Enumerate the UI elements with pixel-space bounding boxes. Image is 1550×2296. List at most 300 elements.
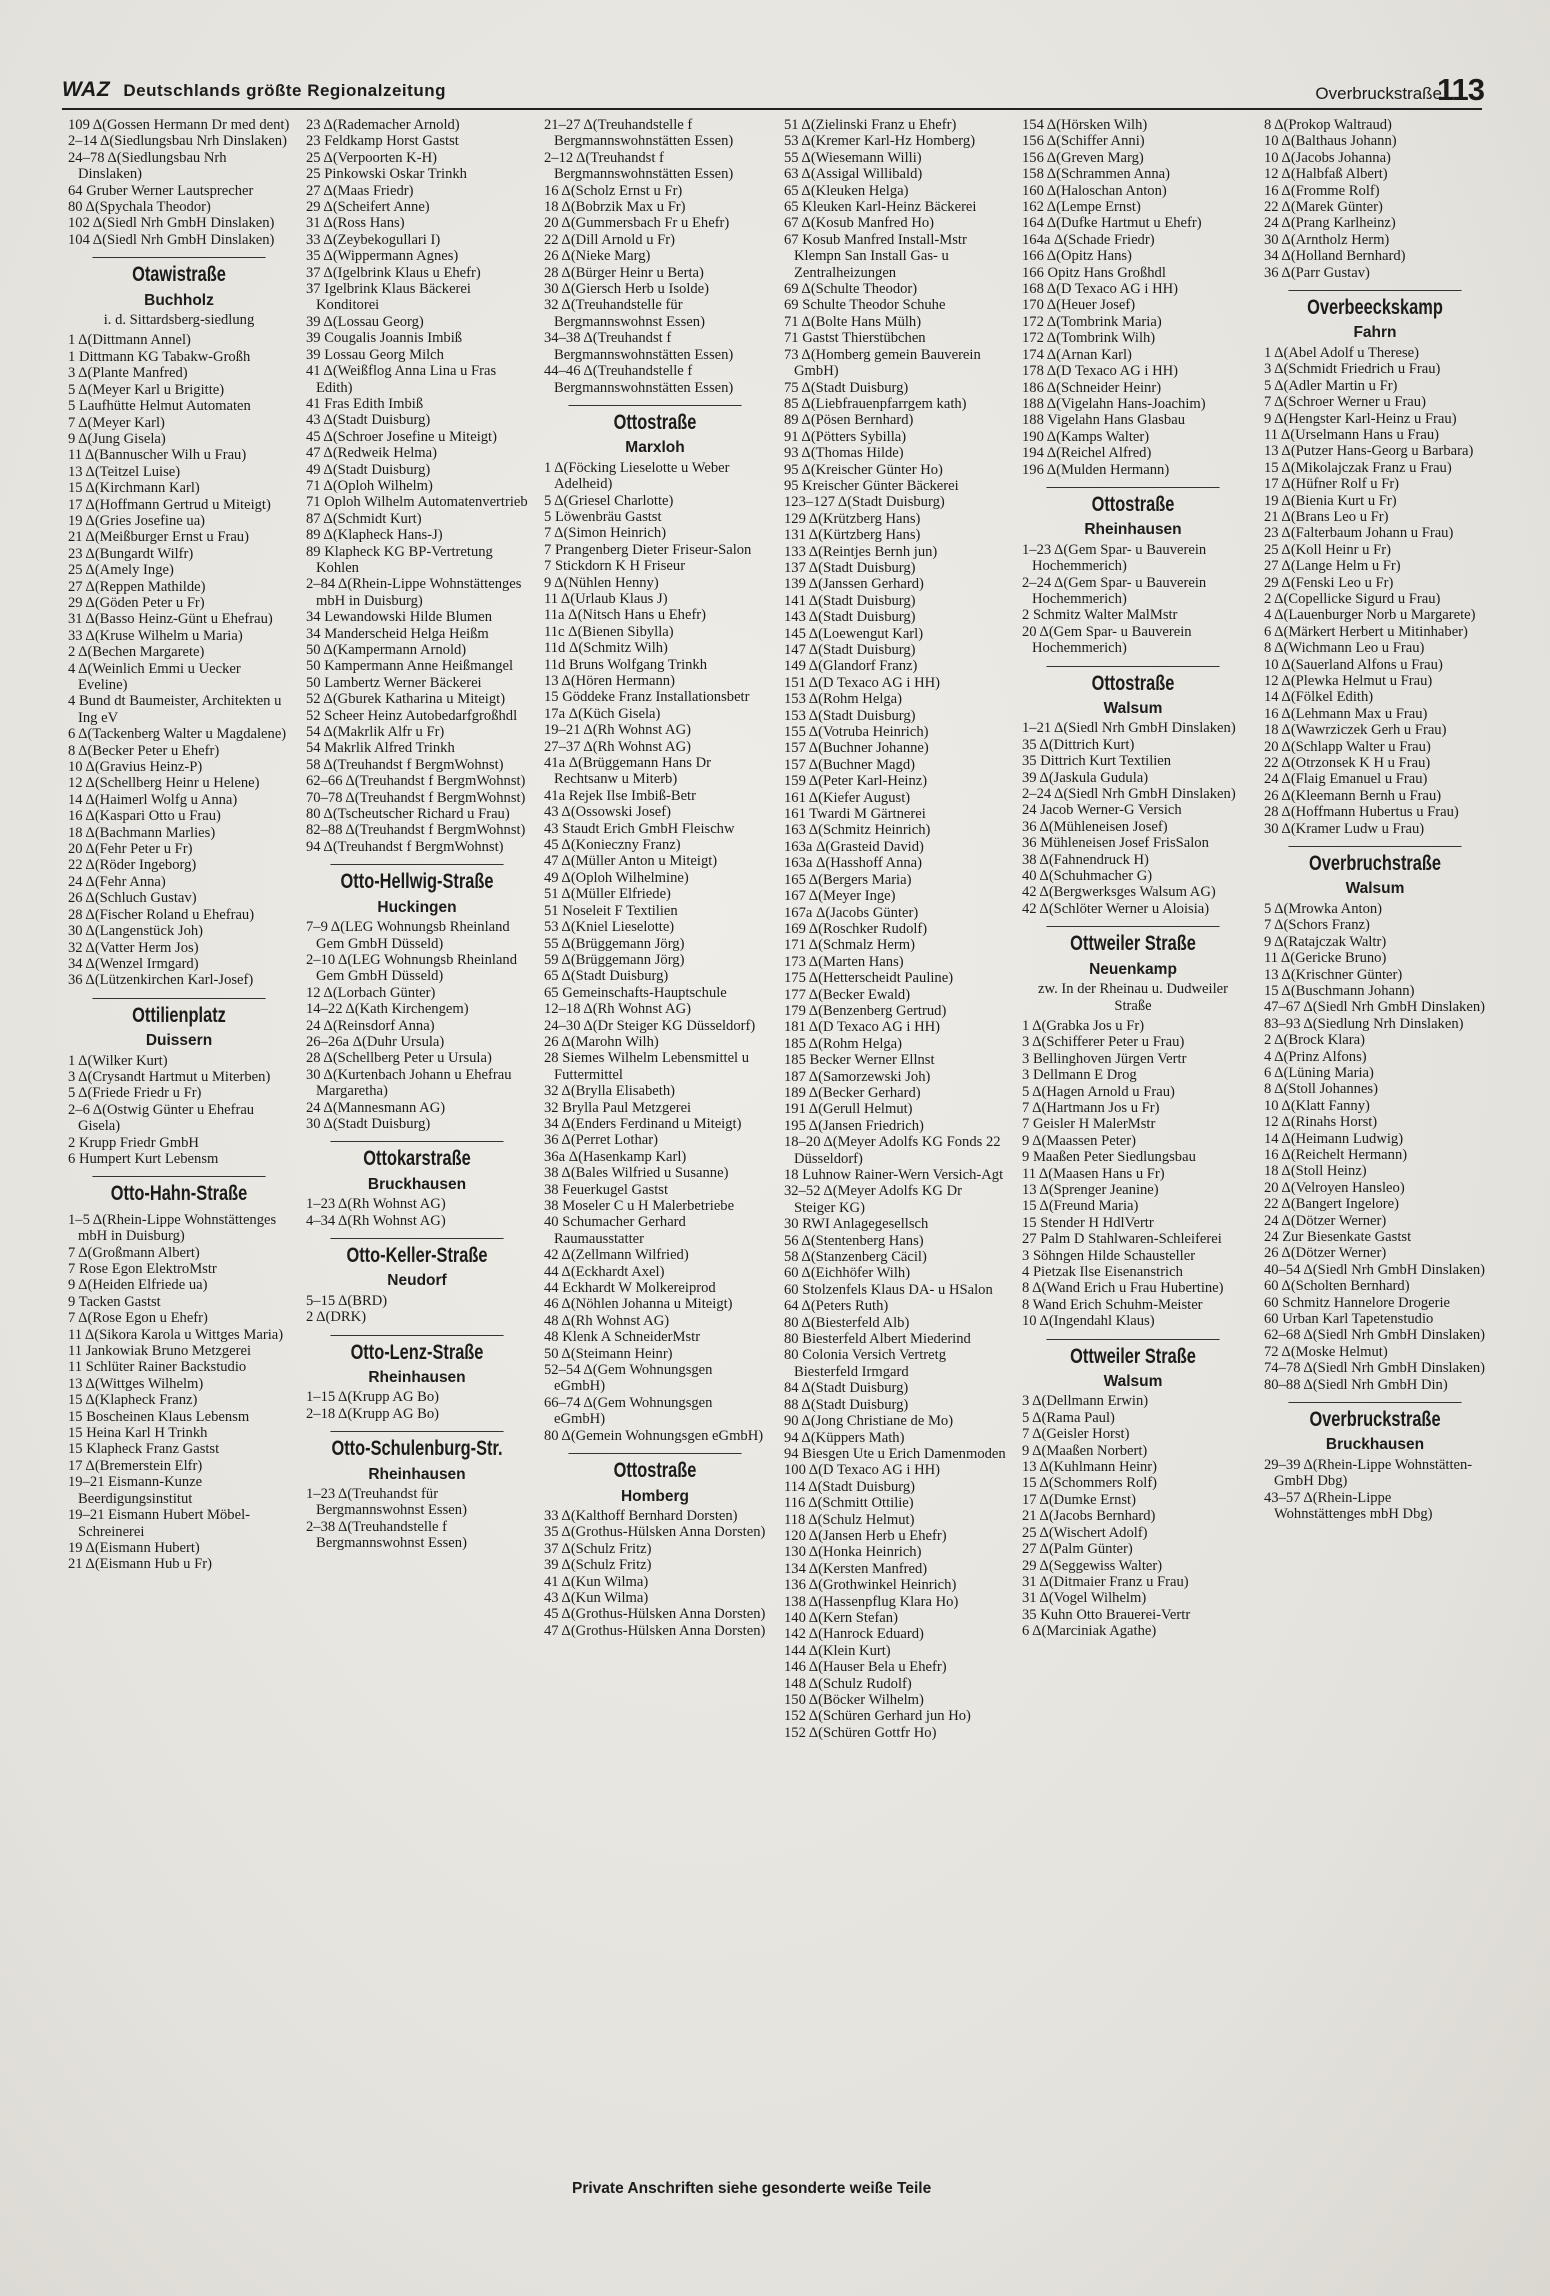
address-entry: 41a Rejek Ilse Imbiß-Betr: [544, 787, 696, 804]
address-entry: 87 Δ(Schmidt Kurt): [306, 510, 422, 527]
address-entry: 34 Lewandowski Hilde Blumen: [306, 609, 493, 626]
address-entry: 5 Löwenbräu Gastst: [544, 508, 662, 525]
directory-column-1: [68, 117, 290, 2197]
address-entry: 160 Δ(Haloschan Anton): [1022, 182, 1167, 199]
address-entry: 9 Δ(Ratajczak Waltr): [1264, 933, 1387, 950]
address-entry: 31 Δ(Vogel Wilhelm): [1022, 1590, 1147, 1607]
address-entry: 129 Δ(Krützberg Hans): [784, 510, 921, 527]
address-entry: 1 Δ(Dittmann Annel): [68, 332, 191, 349]
address-entry: 191 Δ(Gerull Helmut): [784, 1101, 913, 1118]
address-entry: 56 Δ(Stentenberg Hans): [784, 1232, 924, 1249]
address-entry: 21 Δ(Eismann Hub u Fr): [68, 1556, 212, 1573]
address-entry: 25 Δ(Amely Inge): [68, 562, 174, 579]
address-entry: 131 Δ(Kürtzberg Hans): [784, 527, 921, 544]
address-entry: 3 Dellmann E Drog: [1022, 1067, 1137, 1084]
address-entry: 149 Δ(Glandorf Franz): [784, 658, 918, 675]
address-entry: 20 Δ(Velroyen Hansleo): [1264, 1179, 1405, 1196]
address-entry: 60 Δ(Eichhöfer Wilh): [784, 1265, 911, 1282]
address-entry: 23 Feldkamp Horst Gastst: [306, 133, 459, 150]
address-entry: 194 Δ(Reichel Alfred): [1022, 445, 1152, 462]
address-entry: 69 Schulte Theodor Schuhe: [784, 297, 946, 314]
address-entry: 71 Δ(Bolte Hans Mülh): [784, 313, 922, 330]
address-entry: 15 Göddeke Franz Installationsbetr: [544, 689, 750, 706]
address-entry: 2–24 Δ(Gem Spar- u Bauverein Hochemmerich): [1022, 574, 1207, 607]
address-entry: 18 Δ(Bobrzik Max u Fr): [544, 199, 686, 216]
address-entry: 46 Δ(Nöhlen Johanna u Miteigt): [544, 1296, 733, 1313]
address-entry: 38 Δ(Bales Wilfried u Susanne): [544, 1165, 729, 1182]
address-entry: 175 Δ(Hetterscheidt Pauline): [784, 970, 954, 987]
address-entry: 151 Δ(D Texaco AG i HH): [784, 674, 941, 691]
address-entry: 34 Δ(Enders Ferdinand u Miteigt): [544, 1115, 742, 1132]
address-entry: 185 Becker Werner Ellnst: [784, 1052, 935, 1069]
address-entry: 74–78 Δ(Siedl Nrh GmbH Dinslaken): [1264, 1360, 1485, 1377]
address-entry: 48 Δ(Rh Wohnst AG): [544, 1312, 670, 1329]
address-entry: 24 Δ(Prang Karlheinz): [1264, 215, 1396, 232]
address-entry: 26–26a Δ(Duhr Ursula): [306, 1033, 445, 1050]
address-entry: 88 Δ(Stadt Duisburg): [784, 1396, 909, 1413]
address-entry: 52 Δ(Gburek Katharina u Miteigt): [306, 691, 506, 708]
street-heading: Otto-Lenz-Straße: [330, 1335, 503, 1366]
address-entry: 29 Δ(Seggewiss Walter): [1022, 1557, 1163, 1574]
address-entry: 164 Δ(Dufke Hartmut u Ehefr): [1022, 215, 1202, 232]
address-entry: 13 Δ(Sprenger Jeanine): [1022, 1181, 1159, 1198]
address-entry: 15 Boscheinen Klaus Lebensm: [68, 1408, 250, 1425]
address-entry: 34 Δ(Wenzel Irmgard): [68, 955, 199, 972]
address-entry: 26 Δ(Marohn Wilh): [544, 1033, 659, 1050]
address-entry: 82–88 Δ(Treuhandst f BergmWohnst): [306, 822, 526, 839]
address-entry: 3 Δ(Crysandt Hartmut u Miterben): [68, 1068, 271, 1085]
address-entry: 22 Δ(Otrzonsek K H u Frau): [1264, 755, 1431, 772]
address-entry: 26 Δ(Dötzer Werner): [1264, 1245, 1387, 1262]
footer-note: Private Anschriften siehe gesonderte weiße Teile: [572, 2180, 932, 2197]
address-entry: 55 Δ(Wiesemann Willi): [784, 149, 922, 166]
address-entry: 44–46 Δ(Treuhandstelle f Bergmannswohnstätten Essen): [544, 363, 734, 396]
address-entry: 60 Urban Karl Tapetenstudio: [1264, 1311, 1434, 1328]
address-entry: 157 Δ(Buchner Johanne): [784, 740, 929, 757]
directory-column-5: [1022, 117, 1244, 2197]
address-entry: 114 Δ(Stadt Duisburg): [784, 1478, 916, 1495]
address-entry: 138 Δ(Hassenpflug Klara Ho): [784, 1593, 959, 1610]
address-entry: 64 Gruber Werner Lautsprecher: [68, 182, 254, 199]
address-entry: 7 Δ(Rose Egon u Ehefr): [68, 1310, 208, 1327]
address-entry: 30 Δ(Stadt Duisburg): [306, 1115, 431, 1132]
address-entry: 36a Δ(Hasenkamp Karl): [544, 1148, 687, 1165]
address-entry: 39 Δ(Lossau Georg): [306, 313, 424, 330]
address-entry: 3 Söhngen Hilde Schausteller: [1022, 1247, 1196, 1264]
address-entry: 11 Schlüter Rainer Backstudio: [68, 1359, 247, 1376]
address-entry: 40 Schumacher Gerhard Raumausstatter: [544, 1214, 686, 1247]
address-entry: 139 Δ(Janssen Gerhard): [784, 576, 924, 593]
address-entry: 28 Δ(Schellberg Peter u Ursula): [306, 1050, 492, 1067]
address-entry: 51 Noseleit F Textilien: [544, 902, 678, 919]
address-entry: 148 Δ(Schulz Rudolf): [784, 1675, 912, 1692]
address-entry: 4–34 Δ(Rh Wohnst AG): [306, 1212, 446, 1229]
address-entry: 172 Δ(Tombrink Maria): [1022, 313, 1162, 330]
address-entry: 36 Mühleneisen Josef FrisSalon: [1022, 835, 1209, 852]
address-entry: 11 Δ(Sikora Karola u Wittges Maria): [68, 1326, 284, 1343]
address-entry: 43–57 Δ(Rhein-Lippe Wohnstättenges mbH Dbg): [1264, 1489, 1433, 1523]
address-entry: 33 Δ(Kalthoff Bernhard Dorsten): [544, 1507, 738, 1524]
address-entry: 30 RWI Anlagegesellsch: [784, 1216, 929, 1233]
address-entry: 10 Δ(Klatt Fanny): [1264, 1097, 1370, 1114]
address-entry: 37 Δ(Igelbrink Klaus u Ehefr): [306, 264, 481, 281]
address-entry: 63 Δ(Assigal Willibald): [784, 166, 923, 183]
address-entry: 1 Δ(Grabka Jos u Fr): [1022, 1017, 1145, 1034]
address-entry: 32 Δ(Treuhandstelle für Bergmannswohnst Essen): [544, 297, 705, 330]
street-heading: Overbeeckskamp: [1288, 290, 1461, 321]
address-entry: 28 Δ(Bürger Heinr u Berta): [544, 264, 704, 281]
address-entry: 50 Δ(Steimann Heinr): [544, 1345, 673, 1362]
address-entry: 12 Δ(Rinahs Horst): [1264, 1114, 1378, 1131]
address-entry: 73 Δ(Homberg gemein Bauverein GmbH): [784, 346, 981, 380]
address-entry: 4 Δ(Lauenburger Norb u Margarete): [1264, 607, 1476, 624]
address-entry: 163 Δ(Schmitz Heinrich): [784, 822, 931, 839]
address-entry: 65 Gemeinschafts-Hauptschule: [544, 984, 727, 1001]
district-heading: Homberg: [620, 1487, 690, 1505]
address-entry: 11d Δ(Schmitz Wilh): [544, 640, 668, 657]
address-entry: 24 Δ(Mannesmann AG): [306, 1099, 446, 1116]
address-entry: 152 Δ(Schüren Gerhard jun Ho): [784, 1708, 971, 1725]
address-entry: 35 Δ(Dittrich Kurt): [1022, 736, 1135, 753]
address-entry: 147 Δ(Stadt Duisburg): [784, 642, 916, 658]
district-heading: Walsum: [1345, 880, 1405, 898]
district-heading: Buchholz: [144, 291, 214, 309]
address-entry: 18–20 Δ(Meyer Adolfs KG Fonds 22 Düsseldorf): [784, 1134, 1001, 1167]
address-entry: 178 Δ(D Texaco AG i HH): [1022, 363, 1179, 380]
address-entry: 23 Δ(Rademacher Arnold): [306, 117, 460, 133]
address-entry: 7 Δ(Geisler Horst): [1022, 1426, 1130, 1443]
address-entry: 91 Δ(Pötters Sybilla): [784, 428, 907, 445]
address-entry: 9 Maaßen Peter Siedlungsbau: [1022, 1149, 1196, 1166]
address-entry: 156 Δ(Greven Marg): [1022, 149, 1144, 166]
address-entry: 5 Δ(Hagen Arnold u Frau): [1022, 1083, 1175, 1100]
address-entry: 13 Δ(Wittges Wilhelm): [68, 1375, 204, 1392]
address-entry: 1–23 Δ(Rh Wohnst AG): [306, 1196, 446, 1213]
address-entry: 20 Δ(Schlapp Walter u Frau): [1264, 738, 1431, 755]
address-entry: 21 Δ(Jacobs Bernhard): [1022, 1508, 1156, 1525]
address-entry: 23 Δ(Falterbaum Johann u Frau): [1264, 525, 1454, 542]
address-entry: 1 Δ(Wilker Kurt): [68, 1052, 168, 1069]
address-entry: 10 Δ(Ingendahl Klaus): [1022, 1313, 1155, 1330]
address-entry: 15 Klapheck Franz Gastst: [68, 1441, 220, 1458]
address-entry: 2 Δ(DRK): [306, 1309, 367, 1326]
district-heading: Rheinhausen: [1084, 521, 1182, 539]
address-entry: 2–84 Δ(Rhein-Lippe Wohnstättenges mbH in Duisburg): [306, 576, 522, 609]
address-entry: 11 Δ(Urselmann Hans u Frau): [1264, 426, 1440, 443]
address-entry: 102 Δ(Siedl Nrh GmbH Dinslaken): [68, 215, 275, 232]
address-entry: 11 Δ(Urlaub Klaus J): [544, 590, 668, 607]
address-entry: 15 Δ(Kirchmann Karl): [68, 480, 200, 497]
address-entry: 4 Pietzak Ilse Eisenanstrich: [1022, 1264, 1183, 1280]
address-entry: 4 Δ(Weinlich Emmi u Uecker Eveline): [68, 660, 241, 693]
address-entry: 89 Δ(Klapheck Hans-J): [306, 527, 443, 544]
address-entry: 50 Lambertz Werner Bäckerei: [306, 674, 482, 691]
address-entry: 19 Δ(Eismann Hubert): [68, 1539, 200, 1556]
address-entry: 25 Δ(Verpoorten K-H): [306, 149, 437, 166]
address-entry: 30 Δ(Langenstück Joh): [68, 923, 204, 940]
address-entry: 9 Δ(Heiden Elfriede ua): [68, 1277, 208, 1294]
address-entry: 58 Δ(Treuhandst f BergmWohnst): [306, 756, 504, 773]
address-entry: 45 Δ(Schroer Josefine u Miteigt): [306, 428, 497, 445]
address-entry: 5 Δ(Rama Paul): [1022, 1409, 1115, 1426]
address-entry: 43 Δ(Kun Wilma): [544, 1589, 649, 1606]
address-entry: 15 Heina Karl H Trinkh: [68, 1425, 208, 1442]
address-entry: 30 Δ(Kramer Ludw u Frau): [1264, 820, 1425, 837]
address-entry: 2–12 Δ(Treuhandst f Bergmannswohnstätten Essen): [544, 149, 734, 183]
address-entry: 26 Δ(Schluch Gustav): [68, 890, 197, 907]
address-entry: 155 Δ(Votruba Heinrich): [784, 724, 929, 741]
address-entry: 95 Kreischer Günter Bäckerei: [784, 477, 959, 494]
address-entry: 153 Δ(Rohm Helga): [784, 691, 903, 708]
address-entry: 171 Δ(Schmalz Herm): [784, 937, 915, 954]
address-entry: 65 Kleuken Karl-Heinz Bäckerei: [784, 199, 977, 216]
address-entry: 152 Δ(Schüren Gottfr Ho): [784, 1724, 937, 1741]
address-entry: 3 Δ(Schmidt Friedrich u Frau): [1264, 361, 1441, 378]
address-entry: 71 Gastst Thierstübchen: [784, 330, 926, 347]
street-heading: Ottokarstraße: [330, 1141, 503, 1172]
address-entry: 21–27 Δ(Treuhandstelle f Bergmannswohnstätten Essen): [544, 117, 734, 150]
address-entry: 16 Δ(Reichelt Hermann): [1264, 1146, 1408, 1163]
address-entry: 36 Δ(Perret Lothar): [544, 1132, 658, 1149]
address-entry: 3 Bellinghoven Jürgen Vertr: [1022, 1050, 1187, 1067]
address-entry: 21 Δ(Brans Leo u Fr): [1264, 508, 1389, 525]
address-entry: 7 Δ(Schors Franz): [1264, 917, 1370, 934]
address-entry: 38 Feuerkugel Gastst: [544, 1181, 669, 1198]
address-entry: 50 Kampermann Anne Heißmangel: [306, 658, 514, 675]
address-entry: 52 Scheer Heinz Autobedarfgroßhdl: [306, 707, 518, 724]
address-entry: 10 Δ(Balthaus Johann): [1264, 133, 1397, 150]
address-entry: 9 Tacken Gastst: [68, 1293, 161, 1310]
address-entry: 1–21 Δ(Siedl Nrh GmbH Dinslaken): [1022, 720, 1236, 737]
address-entry: 8 Δ(Wand Erich u Frau Hubertine): [1022, 1280, 1224, 1297]
address-entry: 7 Rose Egon ElektroMstr: [68, 1261, 217, 1277]
address-entry: 146 Δ(Hauser Bela u Ehefr): [784, 1659, 947, 1676]
address-entry: 19 Δ(Bienia Kurt u Fr): [1264, 492, 1397, 509]
address-entry: 5–15 Δ(BRD): [306, 1292, 388, 1309]
street-heading: Otto-Schulenburg-Str.: [330, 1431, 503, 1462]
address-entry: 15 Δ(Schommers Rolf): [1022, 1475, 1158, 1492]
address-entry: 24 Zur Biesenkate Gastst: [1264, 1229, 1412, 1245]
address-entry: 36 Δ(Parr Gustav): [1264, 264, 1370, 281]
address-entry: 32 Brylla Paul Metzgerei: [544, 1099, 692, 1116]
address-entry: 12 Δ(Halbfaß Albert): [1264, 166, 1388, 183]
address-entry: 1–23 Δ(Treuhandst für Bergmannswohnst Essen): [306, 1486, 467, 1519]
address-entry: 11d Bruns Wolfgang Trinkh: [544, 656, 708, 673]
address-entry: 4 Bund dt Baumeister, Architekten u Ing eV: [68, 693, 282, 726]
address-entry: 39 Δ(Jaskula Gudula): [1022, 769, 1149, 786]
address-entry: 144 Δ(Klein Kurt): [784, 1642, 891, 1659]
address-entry: 25 Δ(Wischert Adolf): [1022, 1524, 1148, 1541]
address-entry: 154 Δ(Hörsken Wilh): [1022, 117, 1148, 133]
address-entry: 167 Δ(Meyer Inge): [784, 888, 896, 905]
address-entry: 163a Δ(Grasteid David): [784, 838, 924, 855]
address-entry: 24 Δ(Fehr Anna): [68, 873, 166, 890]
address-entry: 116 Δ(Schmitt Ottilie): [784, 1495, 914, 1512]
address-entry: 35 Δ(Wippermann Agnes): [306, 248, 459, 265]
address-entry: 165 Δ(Bergers Maria): [784, 871, 912, 888]
address-entry: 2–14 Δ(Siedlungsbau Nrh Dinslaken): [68, 133, 287, 150]
address-entry: 47–67 Δ(Siedl Nrh GmbH Dinslaken): [1264, 999, 1485, 1016]
street-heading: Overbruckstraße: [1288, 1402, 1461, 1433]
address-entry: 49 Δ(Oploh Wilhelmine): [544, 869, 689, 886]
address-entry: 145 Δ(Loewengut Karl): [784, 625, 924, 642]
address-entry: 2 Krupp Friedr GmbH: [68, 1134, 199, 1151]
address-entry: 12 Δ(Plewka Helmut u Frau): [1264, 673, 1433, 689]
address-entry: 7 Δ(Hartmann Jos u Fr): [1022, 1099, 1160, 1116]
address-entry: 118 Δ(Schulz Helmut): [784, 1511, 915, 1528]
address-entry: 7 Δ(Großmann Albert): [68, 1244, 200, 1261]
address-entry: 47 Δ(Grothus-Hülsken Anna Dorsten): [544, 1622, 766, 1639]
address-entry: 9 Δ(Maaßen Norbert): [1022, 1442, 1148, 1459]
address-entry: 27 Δ(Lange Helm u Fr): [1264, 558, 1401, 575]
address-entry: 13 Δ(Teitzel Luise): [68, 463, 181, 480]
address-entry: 22 Δ(Marek Günter): [1264, 199, 1383, 216]
address-entry: 20 Δ(Fehr Peter u Fr): [68, 841, 193, 858]
address-entry: 90 Δ(Jong Christiane de Mo): [784, 1413, 954, 1430]
address-entry: 60 Stolzenfels Klaus DA- u HSalon: [784, 1281, 993, 1298]
address-entry: 196 Δ(Mulden Hermann): [1022, 461, 1170, 478]
address-entry: 8 Δ(Stoll Johannes): [1264, 1081, 1378, 1098]
address-entry: 143 Δ(Stadt Duisburg): [784, 609, 916, 626]
address-entry: 1 Dittmann KG Tabakw-Großh: [68, 348, 251, 365]
address-entry: 54 Makrlik Alfred Trinkh: [306, 740, 455, 757]
address-entry: 30 Δ(Kurtenbach Johann u Ehefrau Margaretha): [306, 1066, 512, 1100]
address-entry: 72 Δ(Moske Helmut): [1264, 1343, 1388, 1360]
address-entry: 18 Δ(Stoll Heinz): [1264, 1163, 1367, 1180]
address-entry: 14 Δ(Fölkel Edith): [1264, 689, 1374, 706]
address-entry: 48 Klenk A SchneiderMstr: [544, 1329, 701, 1346]
address-entry: 14 Δ(Heimann Ludwig): [1264, 1130, 1404, 1147]
address-entry: 6 Δ(Märkert Herbert u Mitinhaber): [1264, 623, 1468, 640]
address-entry: 7 Geisler H MalerMstr: [1022, 1116, 1156, 1133]
address-entry: 16 Δ(Scholz Ernst u Fr): [544, 182, 683, 199]
address-entry: 71 Oploh Wilhelm Automatenvertrieb: [306, 494, 528, 511]
address-entry: 75 Δ(Stadt Duisburg): [784, 379, 909, 396]
address-entry: 41 Δ(Weißflog Anna Lina u Fras Edith): [306, 363, 497, 396]
address-entry: 27 Δ(Palm Günter): [1022, 1541, 1133, 1558]
address-entry: 80 Δ(Spychala Theodor): [68, 199, 211, 216]
address-entry: 18 Δ(Wawrziczek Gerh u Frau): [1264, 722, 1447, 739]
address-entry: 32 Δ(Brylla Elisabeth): [544, 1083, 675, 1100]
directory-column-2: [306, 117, 528, 2197]
address-entry: 84 Δ(Stadt Duisburg): [784, 1380, 909, 1397]
address-entry: 166 Opitz Hans Großhdl: [1022, 264, 1166, 281]
address-entry: 47 Δ(Müller Anton u Miteigt): [544, 853, 718, 870]
address-entry: 8 Δ(Becker Peter u Ehefr): [68, 742, 220, 759]
address-entry: 3 Δ(Dellmann Erwin): [1022, 1393, 1149, 1410]
address-entry: 32–52 Δ(Meyer Adolfs KG Dr Steiger KG): [784, 1183, 963, 1216]
address-entry: 2 Δ(Bechen Margarete): [68, 644, 205, 661]
newspaper-brand: [62, 78, 446, 102]
address-entry: 43 Δ(Stadt Duisburg): [306, 412, 431, 429]
address-entry: 19–21 Eismann Hubert Möbel-Schreinerei: [68, 1507, 250, 1540]
address-entry: 45 Δ(Konieczny Franz): [544, 837, 681, 854]
street-heading: Ottostraße: [1046, 666, 1219, 697]
address-entry: 26 Δ(Nieke Marg): [544, 248, 651, 265]
address-entry: 80 Biesterfeld Albert Miederind: [784, 1331, 971, 1348]
address-entry: 49 Δ(Stadt Duisburg): [306, 461, 431, 478]
street-heading: Ottostraße: [568, 1453, 741, 1484]
address-entry: 15 Δ(Freund Maria): [1022, 1198, 1139, 1215]
address-entry: 22 Δ(Dill Arnold u Fr): [544, 231, 676, 248]
address-entry: 1 Δ(Föcking Lieselotte u Weber Adelheid): [544, 459, 730, 493]
address-entry: 11 Δ(Bannuscher Wilh u Frau): [68, 447, 247, 464]
address-entry: 14 Δ(Haimerl Wolfg u Anna): [68, 791, 238, 808]
address-entry: 166 Δ(Opitz Hans): [1022, 248, 1132, 265]
address-entry: 42 Δ(Bergwerksges Walsum AG): [1022, 884, 1216, 901]
page-number: 113: [1436, 72, 1484, 107]
address-entry: 140 Δ(Kern Stefan): [784, 1609, 898, 1626]
district-heading: Duissern: [145, 1032, 213, 1050]
address-entry: 89 Klapheck KG BP-Vertretung Kohlen: [306, 543, 493, 576]
address-entry: 9 Δ(Nühlen Henny): [544, 574, 659, 591]
address-entry: 9 Δ(Hengster Karl-Heinz u Frau): [1264, 410, 1457, 427]
address-entry: 21 Δ(Meißburger Ernst u Frau): [68, 529, 249, 546]
address-entry: 15 Δ(Klapheck Franz): [68, 1392, 198, 1409]
address-entry: 19–21 Eismann-Kunze Beerdigungsinstitut: [68, 1474, 203, 1507]
address-entry: 161 Δ(Kiefer August): [784, 789, 911, 806]
address-entry: 5 Δ(Friede Friedr u Fr): [68, 1085, 202, 1102]
address-entry: 153 Δ(Stadt Duisburg): [784, 707, 916, 724]
address-entry: 185 Δ(Rohm Helga): [784, 1035, 903, 1052]
address-entry: 16 Δ(Fromme Rolf): [1264, 182, 1380, 199]
district-heading: Neuenkamp: [1089, 960, 1177, 978]
address-entry: 15 Stender H HdlVertr: [1022, 1214, 1154, 1231]
address-entry: 5 Δ(Griesel Charlotte): [544, 492, 674, 509]
address-entry: 168 Δ(D Texaco AG i HH): [1022, 281, 1179, 298]
address-entry: 58 Δ(Stanzenberg Cäcil): [784, 1249, 927, 1266]
address-entry: 8 Wand Erich Schuhm-Meister: [1022, 1296, 1203, 1313]
address-entry: 5 Δ(Meyer Karl u Brigitte): [68, 381, 225, 398]
address-entry: 2–10 Δ(LEG Wohnungsb Rheinland Gem GmbH Düsseld): [306, 951, 518, 985]
address-entry: 16 Δ(Lehmann Max u Frau): [1264, 705, 1428, 722]
address-entry: 35 Δ(Grothus-Hülsken Anna Dorsten): [544, 1524, 766, 1541]
address-entry: 2–18 Δ(Krupp AG Bo): [306, 1405, 440, 1422]
address-entry: 2 Schmitz Walter MalMstr: [1022, 607, 1178, 624]
address-entry: 11 Δ(Maasen Hans u Fr): [1022, 1165, 1165, 1182]
address-entry: 30 Δ(Giersch Herb u Isolde): [544, 281, 710, 298]
address-entry: 187 Δ(Samorzewski Joh): [784, 1068, 931, 1085]
address-entry: 54 Δ(Makrlik Alfr u Fr): [306, 724, 445, 741]
address-entry: 47 Δ(Redweik Helma): [306, 445, 437, 462]
address-entry: 20 Δ(Gem Spar- u Bauverein Hochemmerich): [1022, 623, 1192, 657]
address-entry: 120 Δ(Jansen Herb u Ehefr): [784, 1527, 947, 1544]
address-entry: 31 Δ(Basso Heinz-Günt u Ehefrau): [68, 611, 273, 628]
address-entry: 45 Δ(Grothus-Hülsken Anna Dorsten): [544, 1606, 766, 1623]
address-entry: 158 Δ(Schrammen Anna): [1022, 166, 1170, 183]
street-heading: Otto-Hellwig-Straße: [330, 864, 503, 895]
address-entry: 1–23 Δ(Gem Spar- u Bauverein Hochemmerich): [1022, 541, 1207, 575]
street-heading: Otto-Hahn-Straße: [92, 1176, 265, 1207]
address-entry: 17 Δ(Hoffmann Gertrud u Miteigt): [68, 496, 271, 513]
street-note: zw. In der Rheinau u. Dudweiler Straße: [1038, 981, 1228, 1014]
address-entry: 80 Δ(Gemein Wohnungsgen eGmbH): [544, 1427, 764, 1444]
directory-column-6: [1264, 117, 1486, 2197]
address-entry: 163a Δ(Hasshoff Anna): [784, 855, 922, 872]
address-entry: 17 Δ(Bremerstein Elfr): [68, 1457, 203, 1474]
address-entry: 34 Δ(Holland Bernhard): [1264, 248, 1406, 265]
address-entry: 31 Δ(Ross Hans): [306, 215, 405, 232]
address-entry: 53 Δ(Kremer Karl-Hz Homberg): [784, 133, 976, 150]
address-entry: 4 Δ(Prinz Alfons): [1264, 1048, 1367, 1065]
address-entry: 17 Δ(Dumke Ernst): [1022, 1491, 1136, 1508]
address-entry: 43 Δ(Ossowski Josef): [544, 804, 671, 821]
address-entry: 51 Δ(Zielinski Franz u Ehefr): [784, 117, 957, 133]
address-entry: 190 Δ(Kamps Walter): [1022, 428, 1150, 445]
address-entry: 179 Δ(Benzenberg Gertrud): [784, 1002, 947, 1019]
street-heading: Ottostraße: [568, 405, 741, 436]
address-entry: 64 Δ(Peters Ruth): [784, 1298, 889, 1315]
